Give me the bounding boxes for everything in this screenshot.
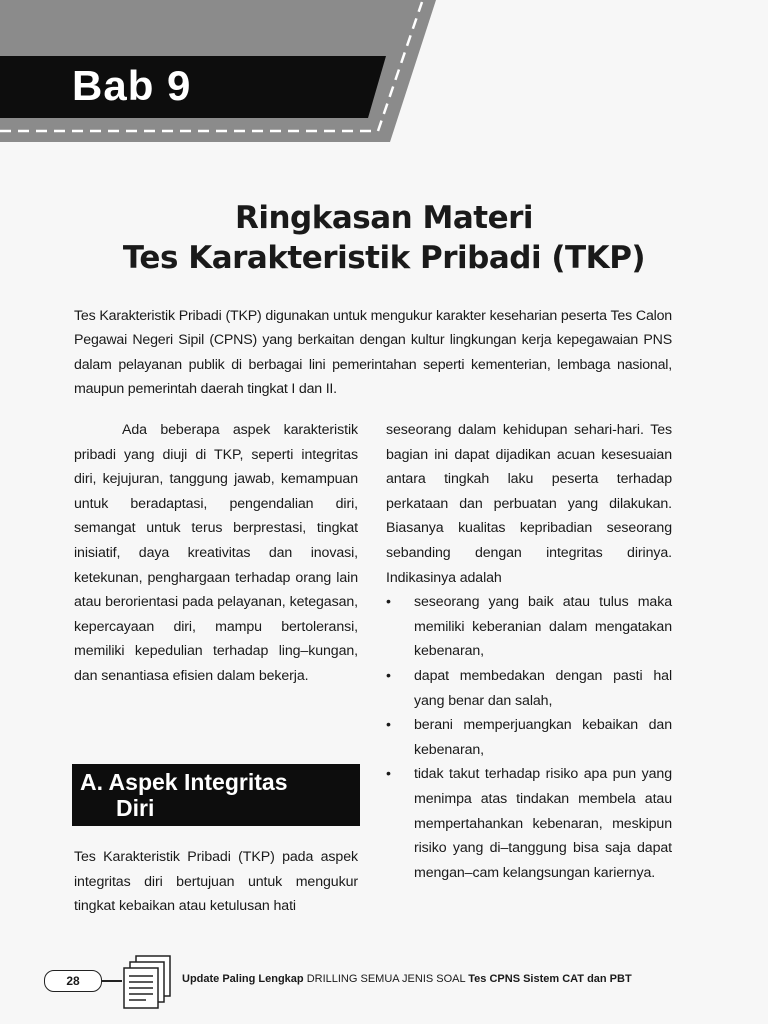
page-footer	[0, 950, 768, 1024]
list-item-text: berani memperjuangkan kebaikan dan kebenaran,	[414, 717, 672, 758]
right-column	[386, 418, 672, 885]
footer-text-bold-1: Update Paling Lengkap	[182, 973, 304, 985]
bullet-icon: •	[386, 594, 391, 611]
bullet-icon: •	[386, 717, 391, 734]
integrity-paragraph: Tes Karakteristik Pribadi (TKP) pada aspek integritas diri bertujuan untuk mengukur tingkat kebaikan atau ketulusan hati	[74, 849, 358, 915]
list-item-text: dapat membedakan dengan pasti hal yang benar dan salah,	[414, 667, 672, 709]
footer-divider	[102, 980, 122, 982]
section-heading	[72, 764, 360, 826]
section-heading-line-2: Diri	[116, 795, 155, 821]
list-item	[386, 713, 672, 762]
footer-text	[182, 973, 632, 985]
chapter-label: Bab 9	[72, 62, 192, 109]
list-item	[386, 590, 672, 664]
page-number: 28	[44, 970, 102, 992]
intro-paragraph: Tes Karakteristik Pribadi (TKP) digunakan untuk mengukur karakter keseharian peserta Tes Calon Pegawai Negeri Sipil (CPNS) yang berkaitan dengan kultur lingkungan kerja kepegawaian PNS dalam pelayanan publik di berbagai lini pemerintahan seperti kementerian, lembaga nasional, maupun pemerintah daerah tingkat I dan II.	[74, 308, 672, 398]
list-item	[386, 664, 672, 713]
bullet-icon: •	[386, 766, 391, 783]
page-title-line-2: Tes Karakteristik Pribadi (TKP)	[122, 240, 646, 276]
bullet-icon: •	[386, 667, 391, 684]
list-item	[386, 762, 672, 885]
chapter-banner-graphic	[0, 0, 440, 150]
left-column-bottom	[74, 845, 358, 919]
list-item-text: tidak takut terhadap risiko apa pun yang menimpa atas tindakan membela atau mempertahankan kebenaran, meskipun risiko yang di–tanggung bisa saja dapat mengan–cam kelangsungan kariernya.	[414, 766, 672, 881]
section-heading-line-1: A. Aspek Integritas	[80, 769, 288, 795]
page-title-line-1: Ringkasan Materi	[234, 200, 534, 236]
indication-list	[386, 590, 672, 885]
aspects-paragraph: Ada beberapa aspek karakteristik pribadi yang diuji di TKP, seperti integritas diri, kejujuran, tanggung jawab, kemampuan untuk beradaptasi, pengendalian diri, semangat untuk terus berprestasi, tingkat inisiatif, daya kreativitas dan inovasi, ketekunan, penghargaan terhadap orang lain atau berorientasi pada pelayanan, ketegasan, kepercayaan diri, mampu bertoleransi, memiliki kepedulian terhadap ling–kungan, dan senantiasa efisien dalam bekerja.	[74, 422, 358, 684]
footer-text-bold-2: Tes CPNS Sistem CAT dan PBT	[468, 973, 632, 985]
footer-text-regular: DRILLING SEMUA JENIS SOAL	[303, 973, 469, 985]
continuation-paragraph: seseorang dalam kehidupan sehari-hari. Tes bagian ini dapat dijadikan acuan kesesuaian antara tingkah laku peserta terhadap perkataan dan perbuatan yang dilakukan. Biasanya kualitas kepribadian seseorang sebanding dengan integritas dirinya. Indikasinya adalah	[386, 422, 672, 586]
left-column-top	[74, 418, 358, 689]
list-item-text: seseorang yang baik atau tulus maka memiliki keberanian dalam mengatakan kebenaran,	[414, 594, 672, 660]
documents-icon	[122, 954, 174, 1010]
